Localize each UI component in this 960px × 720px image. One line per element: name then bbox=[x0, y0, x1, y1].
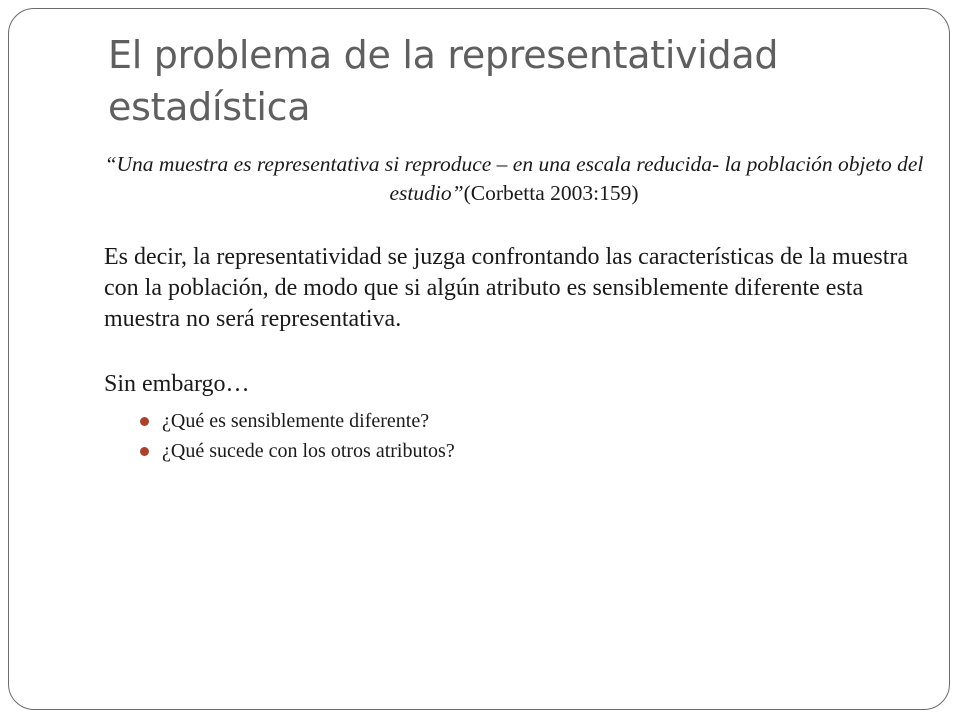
slide-title: El problema de la representatividad estadística bbox=[108, 33, 779, 129]
explanation-paragraph: Es decir, la representatividad se juzga confrontando las características de la muestra con la población, de modo que si algún atributo es sensiblemente diferente esta muestra no será representativa. bbox=[104, 244, 909, 332]
list-item bbox=[104, 436, 924, 466]
list-item-text: ¿Qué sucede con los otros atributos? bbox=[162, 440, 455, 462]
sin-embargo-heading: Sin embargo… bbox=[104, 371, 250, 397]
bullet-dot-icon bbox=[140, 417, 149, 426]
bullet-dot-icon bbox=[140, 447, 149, 456]
slide-body bbox=[104, 150, 924, 466]
list-item-text: ¿Qué es sensiblemente diferente? bbox=[162, 410, 430, 432]
quote-citation: (Corbetta 2003:159) bbox=[463, 181, 639, 205]
question-list bbox=[104, 406, 924, 466]
quote bbox=[104, 150, 924, 208]
list-item bbox=[104, 406, 924, 436]
quote-text: “Una muestra es representativa si reproduce – en una escala reducida- la población objeto del estudio” bbox=[104, 152, 924, 205]
